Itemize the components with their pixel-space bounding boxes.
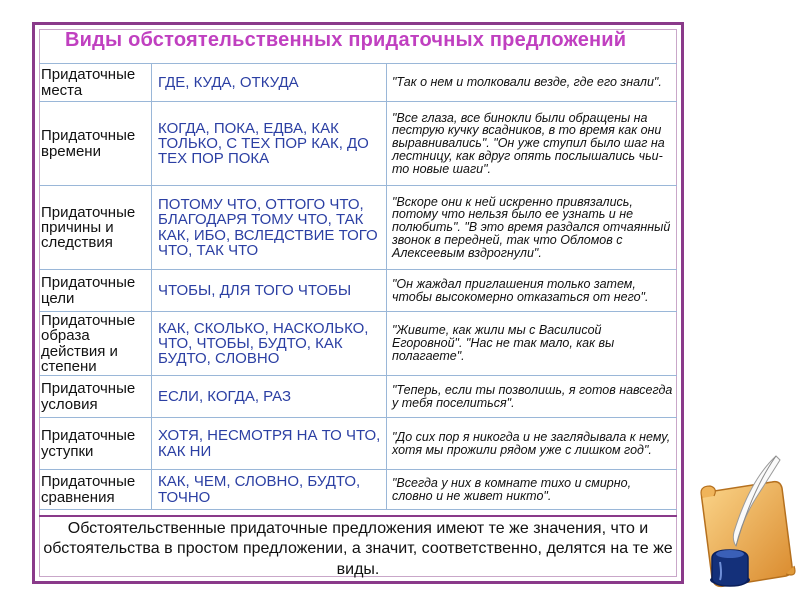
table-row	[39, 186, 677, 270]
example-sentence: "Он жаждал приглашения только затем, чтобы высокомерно отказаться от него".	[387, 270, 678, 312]
table-row	[39, 470, 677, 510]
table-row	[39, 64, 677, 102]
conjunctions: ГДЕ, КУДА, ОТКУДА	[152, 64, 387, 102]
conjunctions: КОГДА, ПОКА, ЕДВА, КАК ТОЛЬКО, С ТЕХ ПОР КАК, ДО ТЕХ ПОР ПОКА	[152, 102, 387, 186]
clause-type: Придаточные уступки	[39, 418, 152, 470]
conjunctions: КАК, СКОЛЬКО, НАСКОЛЬКО, ЧТО, ЧТОБЫ, БУДТО, КАК БУДТО, СЛОВНО	[152, 312, 387, 376]
scroll-quill-inkwell-icon	[690, 450, 800, 600]
example-sentence: "Все глаза, все бинокли были обращены на пеструю кучку всадников, в то время как они выравнивались". "Он уже ступил было шаг на лестницу, как вдруг опять послышались чьи-то новые шаги".	[387, 102, 678, 186]
slide-frame	[32, 22, 684, 584]
example-sentence: "Вскоре они к ней искренно привязались, потому что нельзя было ее узнать и не полюбить". "В это время раздался отчаянный звонок в передней, так что Обломов с Алексеевым вздрогнули".	[387, 186, 678, 270]
clause-type: Придаточные места	[39, 64, 152, 102]
clause-type: Придаточные цели	[39, 270, 152, 312]
clause-type: Придаточные времени	[39, 102, 152, 186]
conjunctions: КАК, ЧЕМ, СЛОВНО, БУДТО, ТОЧНО	[152, 470, 387, 510]
table-row	[39, 270, 677, 312]
example-sentence: "Так о нем и толковали везде, где его знали".	[387, 64, 678, 102]
clause-type: Придаточные причины и следствия	[39, 186, 152, 270]
conjunctions: ХОТЯ, НЕСМОТРЯ НА ТО ЧТО, КАК НИ	[152, 418, 387, 470]
summary-divider	[39, 515, 677, 517]
table-row	[39, 418, 677, 470]
clause-types-table	[39, 63, 677, 510]
table-row	[39, 102, 677, 186]
example-sentence: "Теперь, если ты позволишь, я готов навсегда у тебя поселиться".	[387, 376, 678, 418]
clause-type: Придаточные сравнения	[39, 470, 152, 510]
table-row	[39, 312, 677, 376]
conjunctions: ЧТОБЫ, ДЛЯ ТОГО ЧТОБЫ	[152, 270, 387, 312]
clause-type: Придаточные условия	[39, 376, 152, 418]
conjunctions: ЕСЛИ, КОГДА, РАЗ	[152, 376, 387, 418]
summary-text: Обстоятельственные придаточные предложения имеют те же значения, что и обстоятельства в простом предложении, а значит, соответственно, делятся на те же виды.	[43, 520, 673, 578]
clause-type: Придаточные образа действия и степени	[39, 312, 152, 376]
example-sentence: "Всегда у них в комнате тихо и смирно, словно и не живет никто".	[387, 470, 678, 510]
example-sentence: "Живите, как жили мы с Василисой Егоровной". "Нас не так мало, как вы полагаете".	[387, 312, 678, 376]
table-row	[39, 376, 677, 418]
page-title: Виды обстоятельственных придаточных предложений	[65, 29, 627, 51]
conjunctions: ПОТОМУ ЧТО, ОТТОГО ЧТО, БЛАГОДАРЯ ТОМУ ЧТО, ТАК КАК, ИБО, ВСЛЕДСТВИЕ ТОГО ЧТО, ТАК ЧТО	[152, 186, 387, 270]
example-sentence: "До сих пор я никогда и не заглядывала к нему, хотя мы прожили рядом уже с лишком год".	[387, 418, 678, 470]
